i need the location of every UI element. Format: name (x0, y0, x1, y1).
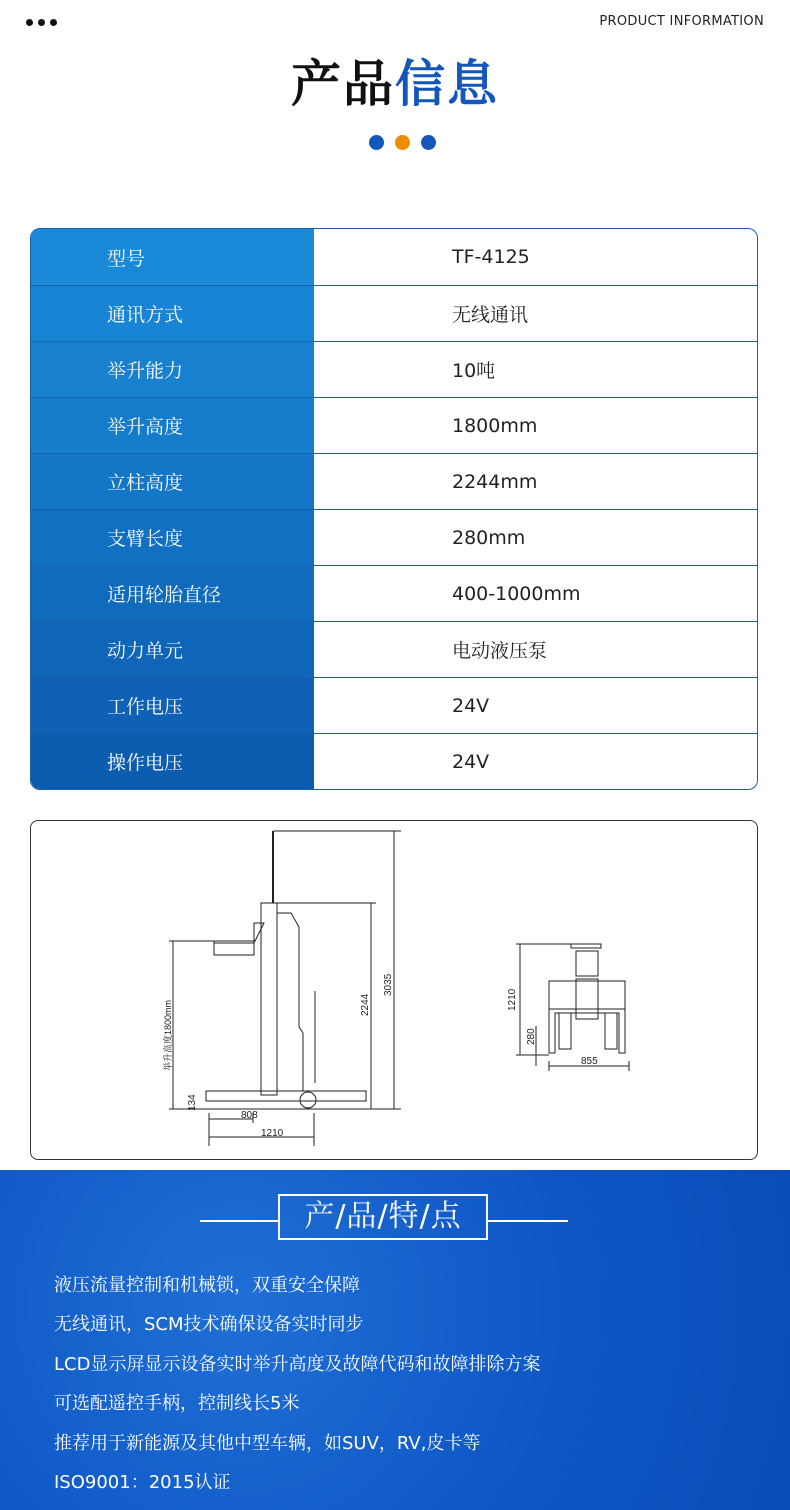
lift-height-label: 举升高度1800mm (163, 999, 173, 1071)
spec-value: 24V (452, 750, 490, 773)
feature-item: LCD显示屏显示设备实时举升高度及故障代码和故障排除方案 (54, 1354, 541, 1375)
title-part-2: 信息 (395, 55, 499, 113)
dot-icon (421, 135, 436, 150)
spec-value: 280mm (452, 526, 526, 549)
spec-label: 举升高度 (31, 398, 314, 453)
spec-value: 400-1000mm (452, 582, 581, 605)
dim-1210: 1210 (261, 1128, 284, 1139)
dim-134: 134 (187, 1094, 198, 1111)
table-row (31, 621, 757, 677)
page-title (0, 44, 790, 116)
feature-item: ISO9001：2015认证 (54, 1472, 231, 1493)
spec-label: 型号 (31, 229, 314, 285)
spec-label: 适用轮胎直径 (31, 566, 314, 621)
spec-label: 立柱高度 (31, 454, 314, 509)
spec-value: TF-4125 (452, 246, 530, 268)
title-part-1: 产品 (291, 55, 395, 113)
spec-value: 无线通讯 (452, 304, 529, 326)
table-row (31, 397, 757, 453)
dim-2244: 2244 (360, 993, 371, 1016)
spec-label: 动力单元 (31, 622, 314, 677)
table-row (31, 285, 757, 341)
table-row (31, 453, 757, 509)
section-label: PRODUCT INFORMATION (599, 14, 764, 29)
table-row (31, 677, 757, 733)
decorative-dots (369, 135, 436, 150)
spec-label: 举升能力 (31, 342, 314, 397)
dim-3035: 3035 (383, 973, 394, 996)
spec-value: 10吨 (452, 360, 496, 382)
more-icon[interactable] (26, 19, 57, 26)
divider (200, 1220, 280, 1222)
spec-table (30, 228, 758, 790)
feature-item: 可选配遥控手柄，控制线长5米 (54, 1393, 300, 1414)
dot-icon (395, 135, 410, 150)
feature-item: 液压流量控制和机械锁，双重安全保障 (54, 1275, 360, 1296)
feature-item: 推荐用于新能源及其他中型车辆，如SUV，RV,皮卡等 (54, 1433, 481, 1454)
table-row (31, 229, 757, 285)
features-title: 产/品/特/点 (278, 1194, 488, 1240)
spec-value: 1800mm (452, 414, 538, 437)
feature-item: 无线通讯，SCM技术确保设备实时同步 (54, 1314, 364, 1335)
table-row (31, 509, 757, 565)
spec-label: 通讯方式 (31, 286, 314, 341)
front-view-drawing (516, 944, 629, 1071)
table-row (31, 733, 757, 789)
front-dim-855: 855 (581, 1056, 598, 1067)
dim-808: 808 (241, 1110, 258, 1121)
technical-drawing (30, 820, 758, 1160)
spec-label: 支臂长度 (31, 510, 314, 565)
side-view-drawing (169, 831, 401, 1146)
spec-value: 电动液压泵 (452, 640, 548, 662)
dot-icon (369, 135, 384, 150)
spec-value: 24V (452, 694, 490, 717)
table-row (31, 565, 757, 621)
front-dim-1210: 1210 (507, 988, 518, 1011)
features-section (0, 1170, 790, 1510)
spec-label: 操作电压 (31, 734, 314, 789)
spec-label: 工作电压 (31, 678, 314, 733)
front-dim-280: 280 (526, 1028, 537, 1045)
table-row (31, 341, 757, 397)
divider (488, 1220, 568, 1222)
spec-value: 2244mm (452, 470, 538, 493)
